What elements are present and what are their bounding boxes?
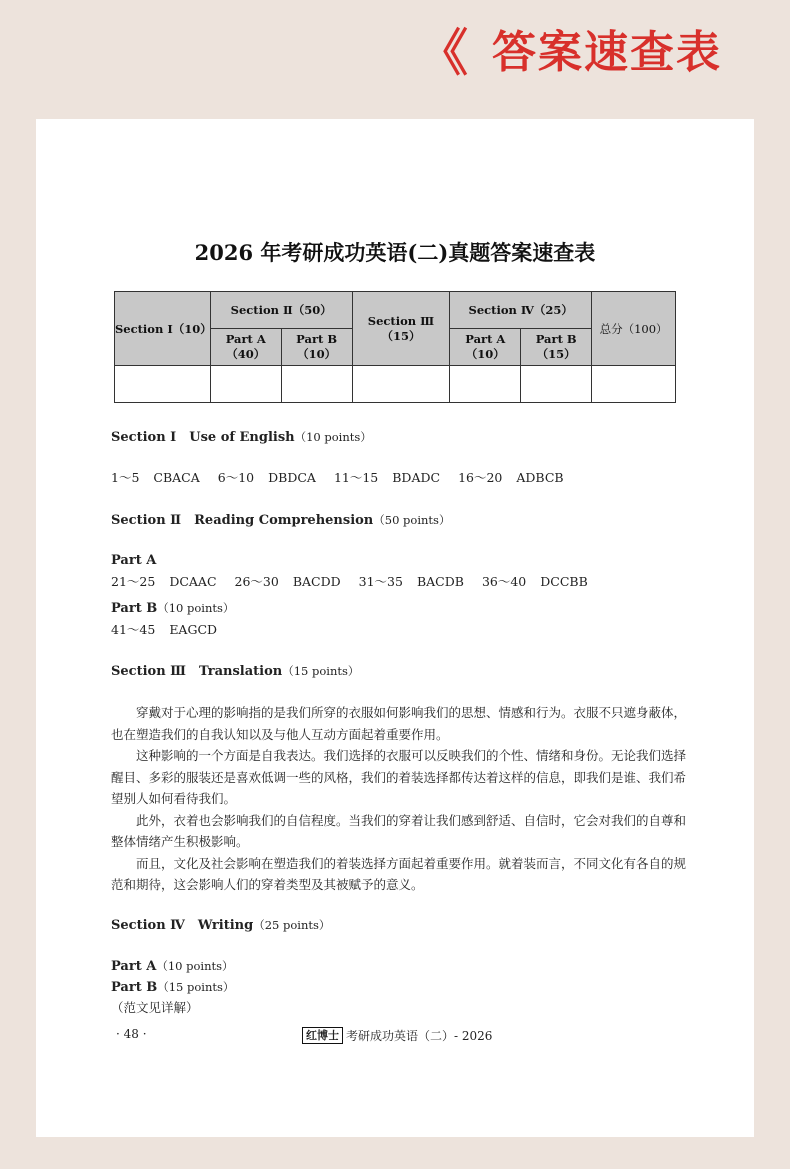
- series-title: 考研成功英语（二）- 2026: [346, 1029, 493, 1043]
- translation-text: [111, 702, 686, 896]
- translation-paragraph: 穿戴对于心理的影响指的是我们所穿的衣服如何影响我们的思想、情感和行为。衣服不只遮身蔽体，也在塑造我们的自我认知以及与他人互动方面起着重要作用。: [111, 705, 687, 742]
- answer-range: 31～35: [358, 574, 403, 589]
- section3-heading: Section Ⅲ Translation（15 points）: [111, 664, 360, 679]
- section1-answers: [111, 468, 686, 488]
- section4-part-b: Part B（15 points）: [111, 979, 235, 995]
- score-cell[interactable]: [115, 366, 211, 403]
- score-header-section3: Section Ⅲ（15）: [352, 292, 450, 366]
- score-cell[interactable]: [352, 366, 450, 403]
- answer-content: [111, 419, 686, 1018]
- answer-range: 36～40: [481, 574, 527, 589]
- answer-range: 11～15: [333, 470, 379, 485]
- answer-key: EAGCD: [169, 622, 218, 637]
- score-cell[interactable]: [450, 366, 521, 403]
- score-header-section2: Section Ⅱ（50）: [210, 292, 352, 329]
- score-header-s2-part-a: Part A（40）: [210, 329, 281, 366]
- section2-part-a-title: Part A: [111, 553, 157, 568]
- score-cell[interactable]: [592, 366, 676, 403]
- answer-quicklook-banner: [418, 24, 722, 82]
- score-header-section1: Section Ⅰ（10）: [115, 292, 211, 366]
- answer-range: 21～25: [111, 574, 156, 589]
- answer-key: DCAAC: [169, 574, 217, 589]
- section4-part-a: Part A（10 points）: [111, 958, 234, 974]
- double-chevron-icon: 《: [418, 24, 462, 82]
- score-header-s4-part-a: Part A（10）: [450, 329, 521, 366]
- document-page: [36, 119, 754, 1137]
- sample-essay-note: （范文见详解）: [111, 999, 199, 1015]
- answer-range: 6～10: [217, 470, 255, 485]
- section4-heading: Section Ⅳ Writing（25 points）: [111, 917, 331, 933]
- answer-key: BDADC: [392, 470, 441, 485]
- score-header-s4-part-b: Part B（15）: [521, 329, 592, 366]
- answer-key: BACDD: [292, 574, 341, 589]
- publisher-logo: 红博士: [302, 1027, 343, 1044]
- answer-key: CBACA: [153, 470, 200, 485]
- score-cell[interactable]: [521, 366, 592, 403]
- answer-key: BACDB: [416, 574, 464, 589]
- score-table: [114, 291, 676, 403]
- answer-key: ADBCB: [516, 470, 564, 485]
- translation-paragraph: 此外，衣着也会影响我们的自信程度。当我们的穿着让我们感到舒适、自信时，它会对我们的自尊和整体情绪产生积极影响。: [111, 812, 687, 849]
- score-header-s2-part-b: Part B（10）: [281, 329, 352, 366]
- section2-part-b-title: Part B（10 points）: [111, 601, 235, 616]
- answer-key: DCCBB: [540, 574, 588, 589]
- score-cell[interactable]: [281, 366, 352, 403]
- answer-range: 41～45: [111, 622, 156, 637]
- section2-part-b-answers: [111, 620, 686, 640]
- section1-heading: Section Ⅰ Use of English（10 points）: [111, 430, 372, 445]
- score-header-total: 总分（100）: [592, 292, 676, 366]
- answer-range: 16～20: [458, 470, 503, 485]
- score-cell[interactable]: [210, 366, 281, 403]
- translation-paragraph: 而且，文化及社会影响在塑造我们的着装选择方面起着重要作用。就着装而言，不同文化有各自的规范和期待，这会影响人们的穿着类型及其被赋予的意义。: [111, 855, 687, 892]
- score-header-section4: Section Ⅳ（25）: [450, 292, 592, 329]
- banner-title: 答案速查表: [492, 27, 722, 78]
- page-title: 2026 年考研成功英语(二)真题答案速查表: [194, 240, 596, 265]
- section2-heading: Section Ⅱ Reading Comprehension（50 points）: [111, 513, 451, 528]
- answer-range: 26～30: [234, 574, 279, 589]
- section2-part-a-answers: [111, 572, 686, 592]
- answer-range: 1～5: [111, 470, 140, 485]
- series-name: [302, 1027, 492, 1044]
- answer-key: DBDCA: [268, 470, 316, 485]
- translation-paragraph: 这种影响的一个方面是自我表达。我们选择的衣服可以反映我们的个性、情绪和身份。无论我们选择醒目、多彩的服装还是喜欢低调一些的风格，我们的着装选择都传达着这样的信息，即我们是谁、我们希望别人如何看待我们。: [111, 748, 687, 806]
- page-number: · 48 ·: [116, 1027, 147, 1041]
